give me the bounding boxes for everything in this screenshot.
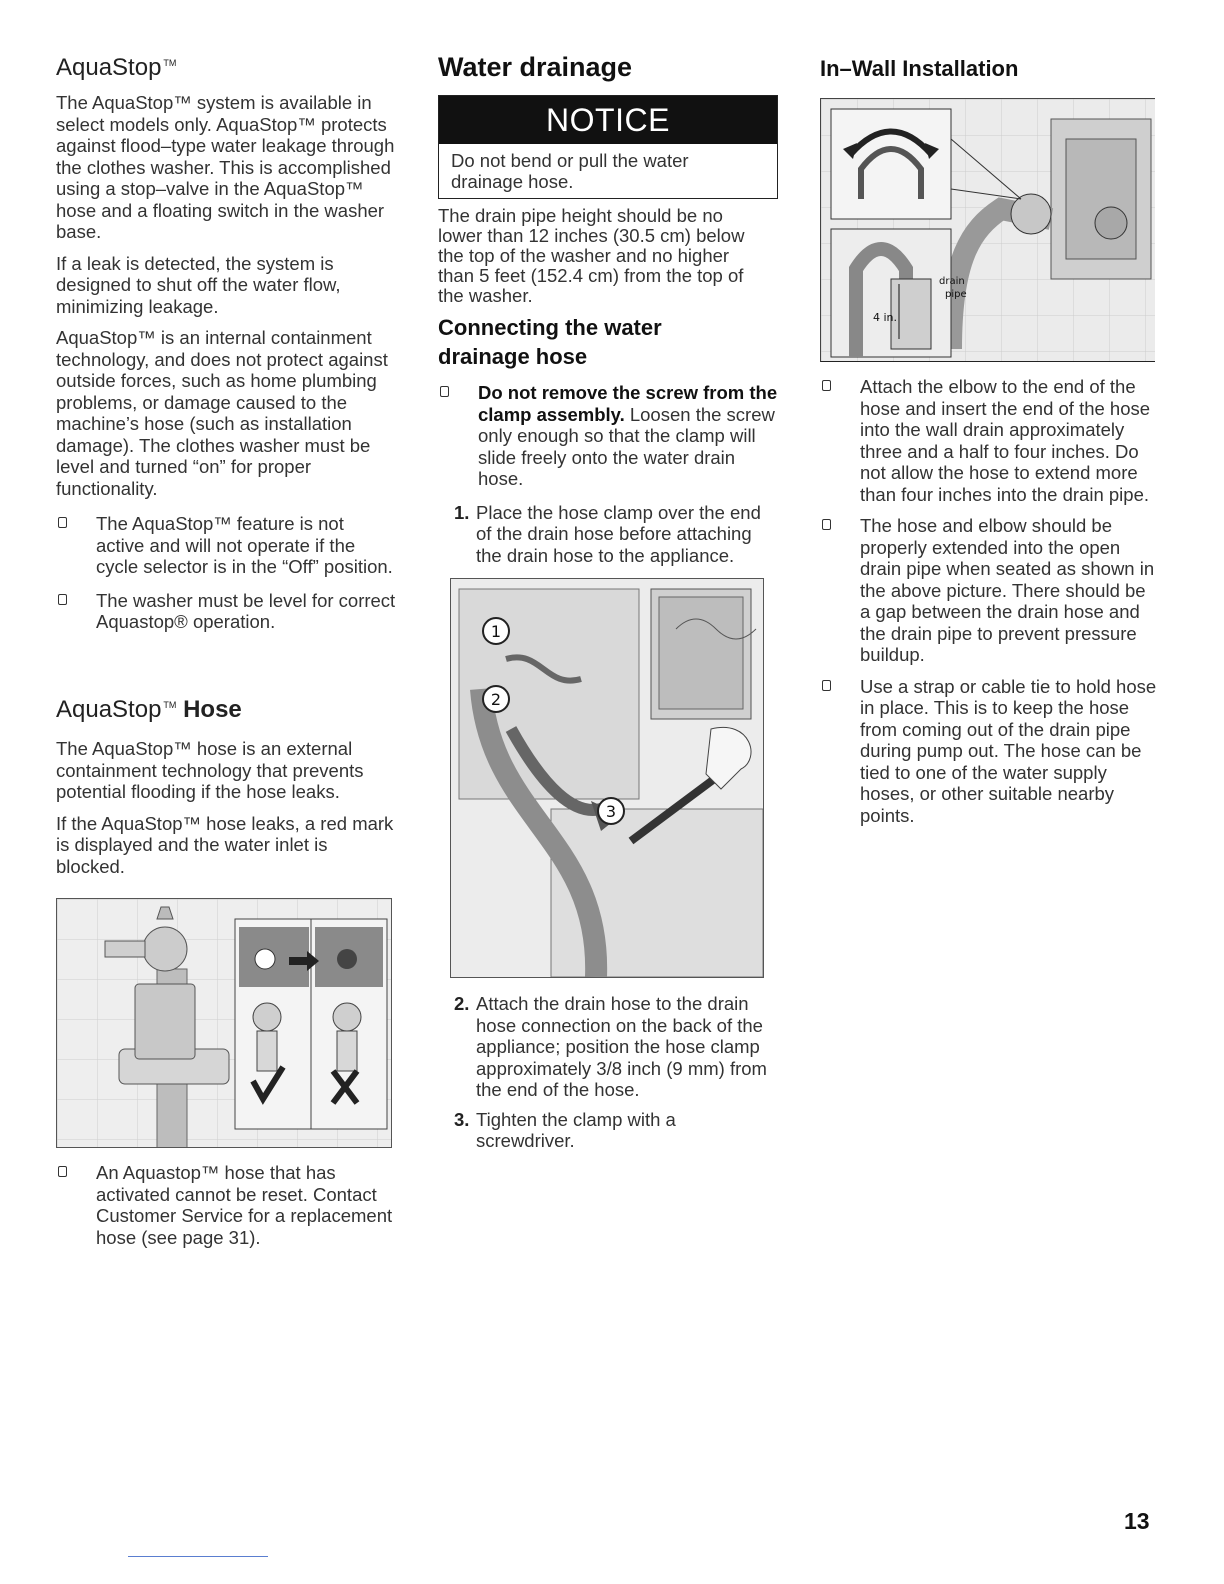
- step-item: 1. Place the hose clamp over the end of the drain hose before attaching the drain hose to the appliance.: [454, 501, 761, 566]
- callout-2: 2: [490, 690, 502, 709]
- water-drainage-heading: Water drainage: [438, 52, 633, 82]
- page-number: 13: [1124, 1508, 1150, 1534]
- list-item: Use a strap or cable tie to hold hose in place. This is to keep the hose from coming out of the drain pipe during pump out. The hose can be tied to one of the water supply hoses, or other suitable nearby points.: [820, 676, 1160, 827]
- in-wall-illustration: [821, 99, 1155, 361]
- checkbox-bullet-icon: [822, 519, 831, 530]
- leak-detected-paragraph: If a leak is detected, the system is designed to shut off the water flow, minimizing leakage.: [56, 252, 341, 317]
- notice-box: [438, 95, 778, 199]
- list-item: The AquaStop™ feature is not active and will not operate if the cycle selector is in the “Off” position.: [56, 513, 396, 578]
- checkbox-bullet-icon: [822, 680, 831, 691]
- aquastop-intro-paragraph: The AquaStop™ system is available in select models only. AquaStop™ protects against flood–type water leakage through the clothes washer. This is accomplished using a stop–valve in the AquaStop™ hose and a floating switch in the washer base.: [56, 92, 395, 242]
- hose-description-paragraph: The AquaStop™ hose is an external containment technology that prevents potential flooding if the hose leaks.: [56, 738, 364, 802]
- containment-paragraph: AquaStop™ is an internal containment technology, and does not protect against outside forces, such as home plumbing problems, or damage caused to the machine’s hose (such as installation damage). The clothes washer must be level and turned “on” for proper functionality.: [56, 327, 388, 499]
- drain-hose-illustration: [451, 579, 763, 977]
- hose-leak-paragraph: If the AquaStop™ hose leaks, a red mark is displayed and the water inlet is blocked.: [56, 812, 394, 877]
- notice-text: Do not bend or pull the water drainage hose.: [451, 150, 689, 192]
- step-item: 3. Tighten the clamp with a screwdriver.: [454, 1108, 676, 1151]
- notice-title: NOTICE: [439, 96, 777, 144]
- aquastop-heading: AquaStop ™: [56, 54, 177, 81]
- dimension-label: 4 in.: [873, 311, 898, 324]
- checkbox-bullet-icon: [440, 386, 449, 397]
- checkbox-bullet-icon: [58, 1166, 67, 1177]
- footer-divider: [128, 1556, 268, 1557]
- checkbox-bullet-icon: [58, 517, 67, 528]
- callout-1: 1: [490, 622, 502, 641]
- list-item: An Aquastop™ hose that has activated cannot be reset. Contact Customer Service for a replacement hose (see page 31).: [56, 1162, 396, 1248]
- callout-3: 3: [605, 802, 617, 821]
- list-item: Do not remove the screw from the clamp assembly. Loosen the screw only enough so that the clamp will slide freely onto the water drain hose.: [438, 382, 778, 490]
- step-item: 2. Attach the drain hose to the drain hose connection on the back of the appliance; position the hose clamp approximately 3/8 inch (9 mm) from the end of the hose.: [454, 993, 767, 1100]
- aquastop-hose-illustration: [57, 899, 391, 1147]
- list-item: The washer must be level for correct Aquastop® operation.: [56, 590, 396, 633]
- list-item: Attach the elbow to the end of the hose and insert the end of the hose into the wall drain approximately three and a half to four inches. Do not allow the hose to extend more than four inches into the drain pipe.: [820, 376, 1160, 505]
- in-wall-installation-heading: In–Wall Installation: [820, 56, 1019, 81]
- aquastop-hose-heading: AquaStop ™ Hose: [56, 696, 242, 723]
- list-item: The hose and elbow should be properly extended into the open drain pipe when seated as shown in the above picture. There should be a gap between the drain hose and the drain pipe to prevent pressure buildup.: [820, 515, 1160, 666]
- checkbox-bullet-icon: [822, 380, 831, 391]
- pipe-label: pipe: [945, 289, 967, 300]
- checkbox-bullet-icon: [58, 594, 67, 605]
- aquastop-hose-figure: [56, 898, 392, 1148]
- connecting-hose-heading: Connecting the water drainage hose: [438, 315, 662, 369]
- drain-height-paragraph: The drain pipe height should be no lower than 12 inches (30.5 cm) below the top of the washer and no higher than 5 feet (152.4 cm) from the top of the washer.: [438, 205, 745, 306]
- drain-label: drain: [939, 276, 965, 287]
- drain-hose-figure: [450, 578, 764, 978]
- in-wall-figure: [820, 98, 1155, 362]
